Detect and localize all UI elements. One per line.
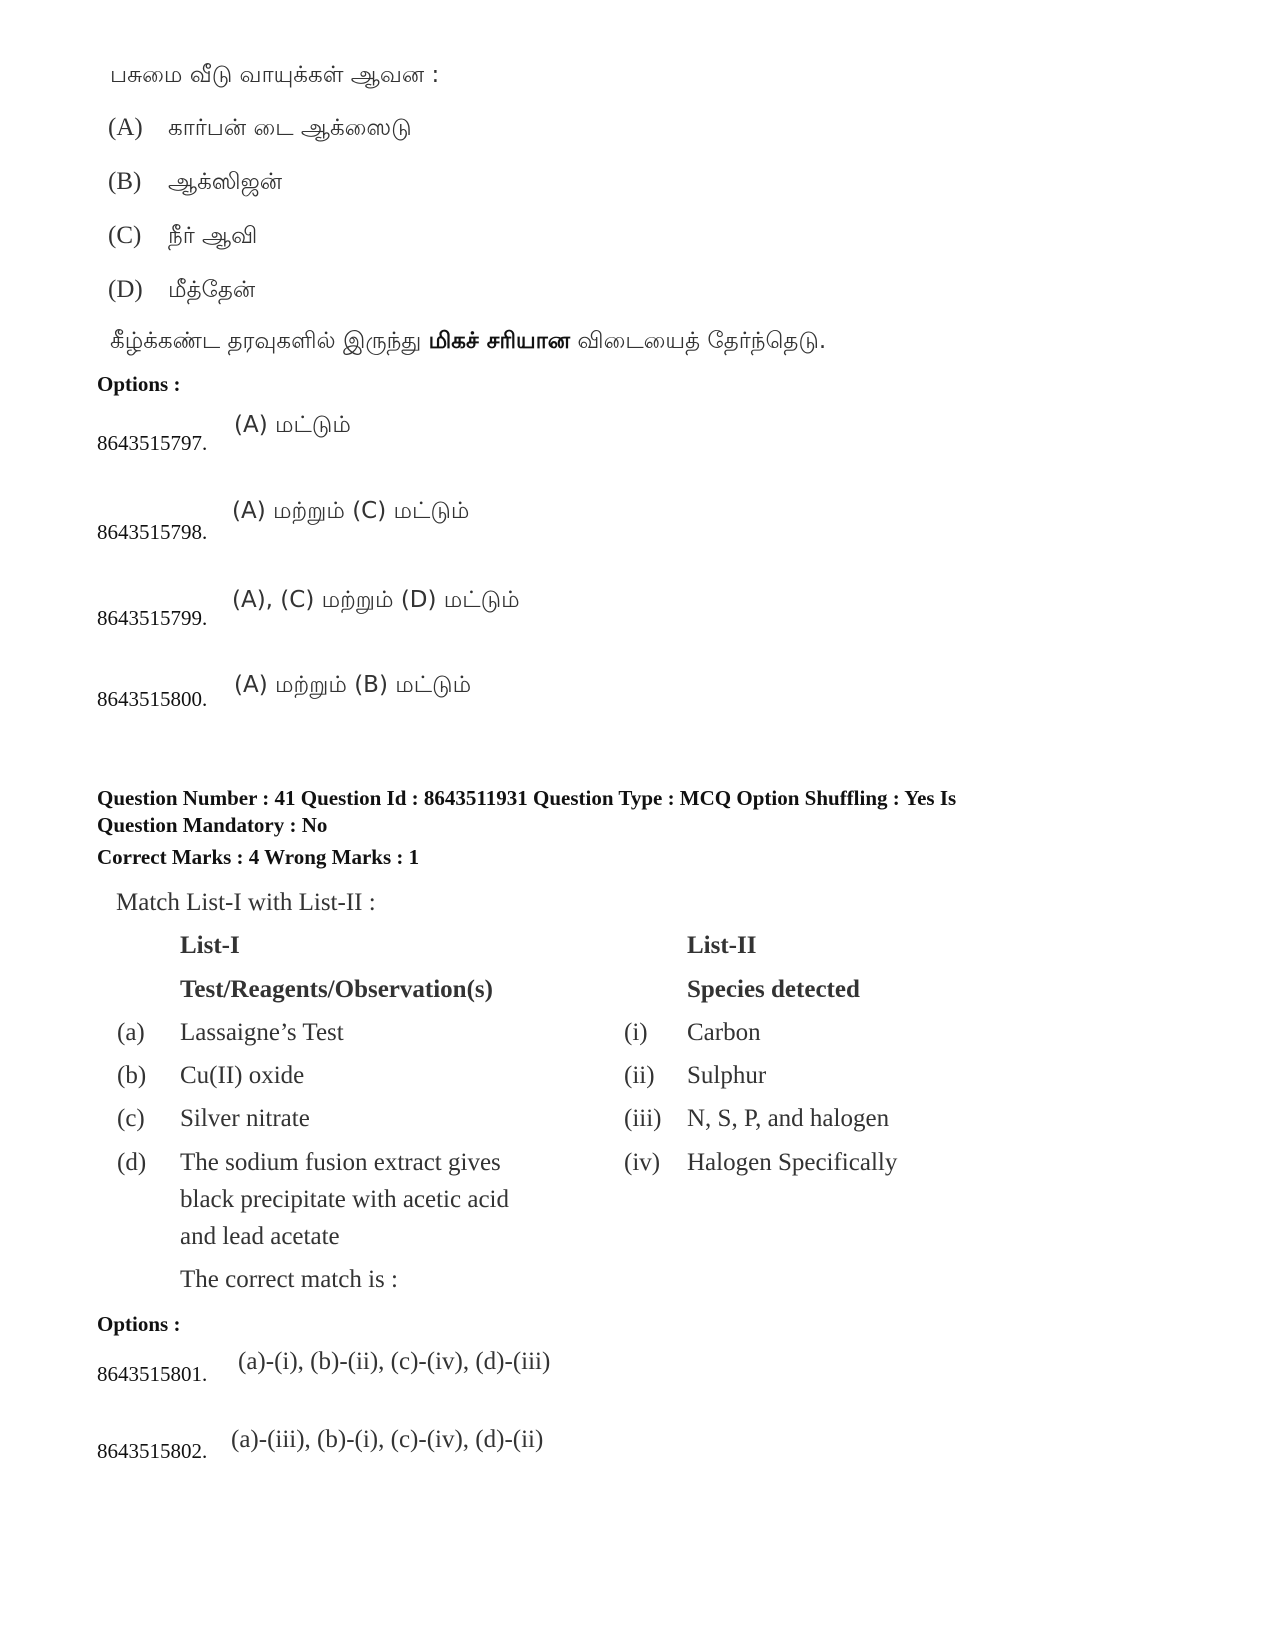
item-text: மீத்தேன்: [168, 277, 256, 303]
item-text: ஆக்ஸிஜன்: [168, 169, 283, 195]
list2-text-iii: N, S, P, and halogen: [687, 1105, 890, 1132]
q40-item-d: [108, 276, 255, 306]
list1-title: List-I: [180, 932, 240, 959]
item-text: கார்பன் டை ஆக்ஸைடு: [168, 115, 412, 141]
list2-text-ii: Sulphur: [687, 1062, 767, 1089]
q40-options-heading: Options :: [97, 372, 181, 396]
list2-label-iv: (iv): [624, 1149, 661, 1176]
q41-closing: The correct match is :: [180, 1266, 398, 1293]
item-label: (A): [108, 114, 143, 141]
q40-item-b: [108, 168, 282, 198]
item-label: (B): [108, 168, 142, 195]
q41-option-text-1[interactable]: (a)-(i), (b)-(ii), (c)-(iv), (d)-(iii): [238, 1348, 551, 1375]
instruction-pre: கீழ்க்கண்ட தரவுகளில் இருந்து: [110, 328, 429, 354]
q40-item-a: [108, 114, 412, 144]
q41-option-id-2: 8643515802.: [97, 1439, 208, 1463]
q40-stem: பசுமை வீடு வாயுக்கள் ஆவன :: [110, 62, 440, 88]
instruction-emphasis: மிகச் சரியான: [428, 328, 571, 354]
list2-label-ii: (ii): [624, 1062, 655, 1089]
q41-header-line3: Correct Marks : 4 Wrong Marks : 1: [97, 845, 420, 869]
list1-text-d-line1: The sodium fusion extract gives: [180, 1149, 501, 1176]
q40-option-text-3[interactable]: (A), (C) மற்றும் (D) மட்டும்: [232, 587, 520, 613]
list1-text-c: Silver nitrate: [180, 1105, 310, 1132]
q40-option-id-4: 8643515800.: [97, 687, 208, 711]
list1-label-b: (b): [117, 1062, 147, 1089]
q41-option-text-2[interactable]: (a)-(iii), (b)-(i), (c)-(iv), (d)-(ii): [231, 1426, 544, 1453]
list2-label-i: (i): [624, 1019, 648, 1046]
q40-option-text-2[interactable]: (A) மற்றும் (C) மட்டும்: [232, 498, 470, 524]
q41-options-heading: Options :: [97, 1312, 181, 1336]
q41-header-line2: Question Mandatory : No: [97, 813, 328, 837]
item-label: (D): [108, 276, 143, 303]
q40-option-id-3: 8643515799.: [97, 606, 208, 630]
q41-option-id-1: 8643515801.: [97, 1362, 208, 1386]
list1-text-d-line3: and lead acetate: [180, 1223, 340, 1250]
list1-text-d-line2: black precipitate with acetic acid: [180, 1186, 509, 1213]
list2-label-iii: (iii): [624, 1105, 662, 1132]
instruction-post: விடையைத் தேர்ந்தெடு.: [570, 328, 827, 354]
q40-option-text-1[interactable]: (A) மட்டும்: [234, 412, 351, 438]
list2-text-i: Carbon: [687, 1019, 761, 1046]
item-text: நீர் ஆவி: [168, 223, 258, 249]
item-label: (C): [108, 222, 142, 249]
list1-text-b: Cu(II) oxide: [180, 1062, 305, 1089]
list2-subtitle: Species detected: [687, 976, 860, 1003]
q41-stem: Match List-I with List-II :: [116, 889, 376, 916]
q41-header-line1: Question Number : 41 Question Id : 8643511931 Question Type : MCQ Option Shuffling : Yes Is: [97, 786, 957, 810]
q40-option-id-2: 8643515798.: [97, 520, 208, 544]
list2-text-iv: Halogen Specifically: [687, 1149, 898, 1176]
list1-subtitle: Test/Reagents/Observation(s): [180, 976, 493, 1003]
q40-option-id-1: 8643515797.: [97, 431, 208, 455]
list1-label-c: (c): [117, 1105, 145, 1132]
q40-option-text-4[interactable]: (A) மற்றும் (B) மட்டும்: [234, 672, 472, 698]
q40-instruction: [110, 328, 826, 357]
q40-item-c: [108, 222, 257, 252]
list1-label-a: (a): [117, 1019, 145, 1046]
list1-label-d: (d): [117, 1149, 147, 1176]
list1-text-a: Lassaigne’s Test: [180, 1019, 344, 1046]
list2-title: List-II: [687, 932, 757, 959]
